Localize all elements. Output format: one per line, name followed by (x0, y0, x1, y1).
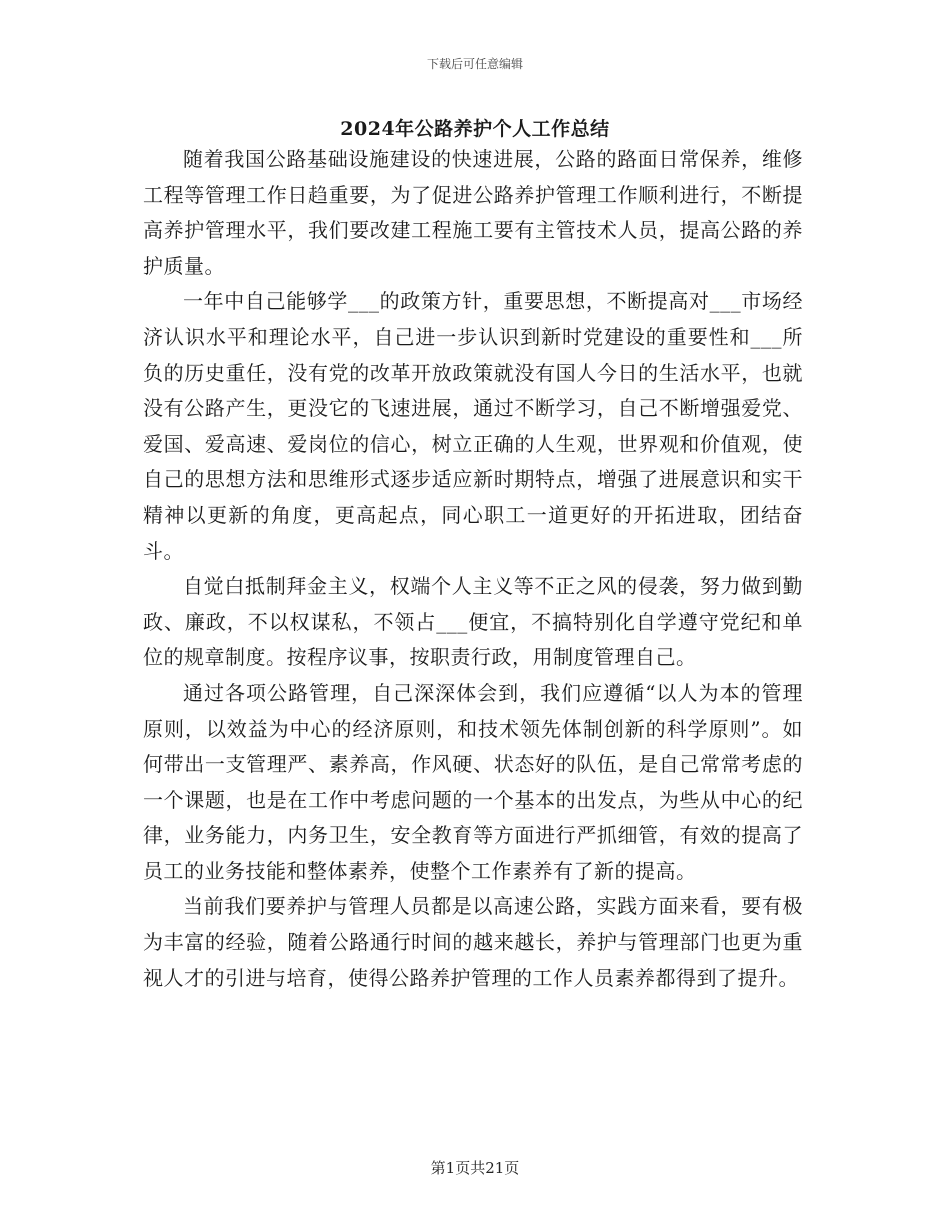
page-number: 第1页共21页 (430, 1159, 520, 1177)
header-note: 下载后可任意编辑 (426, 57, 523, 71)
paragraph: 一年中自己能够学___的政策方针，重要思想，不断提高对___市场经济认识水平和理论水平，自己进一步认识到新时党建设的重要性和___所负的历史重任，没有党的改革开放政策就没有国人今日的生活水平，也就没有公路产生，更没它的飞速进展，通过不断学习，自己不断增强爱党、爱国、爱高速、爱岗位的信心，树立正确的人生观，世界观和价值观，使自己的思想方法和思维形式逐步适应新时期特点，增强了进展意识和实干精神以更新的角度，更高起点，同心职工一道更好的开拓进取，团结奋斗。 (143, 289, 803, 563)
paragraph: 自觉白抵制拜金主义，权端个人主义等不正之风的侵袭，努力做到勤政、廉政，不以权谋私，不领占___便宜，不搞特别化自学遵守党纪和单位的规章制度。按程序议事，按职责行政，用制度管理自己。 (143, 574, 803, 670)
paragraph: 通过各项公路管理，自己深深体会到，我们应遵循“以人为本的管理原则，以效益为中心的经济原则，和技术领先体制创新的科学原则”。如何带出一支管理严、素养高，作风硬、状态好的队伍，是自己常常考虑的一个课题，也是在工作中考虑问题的一个基本的出发点，为些从中心的纪律，业务能力，内务卫生，安全教育等方面进行严抓细管，有效的提高了员工的业务技能和整体素养，使整个工作素养有了新的提高。 (143, 680, 803, 883)
paragraph: 当前我们要养护与管理人员都是以高速公路，实践方面来看，要有极为丰富的经验，随着公路通行时间的越来越长，养护与管理部门也更为重视人才的引进与培育，使得公路养护管理的工作人员素养都得到了提升。 (143, 894, 803, 990)
document-title: 2024年公路养护个人工作总结 (340, 118, 610, 140)
paragraph: 随着我国公路基础设施建设的快速进展，公路的路面日常保养，维修工程等管理工作日趋重要，为了促进公路养护管理工作顺利进行，不断提高养护管理水平，我们要改建工程施工要有主管技术人员，提高公路的养护质量。 (143, 147, 803, 278)
document-body (143, 142, 803, 996)
